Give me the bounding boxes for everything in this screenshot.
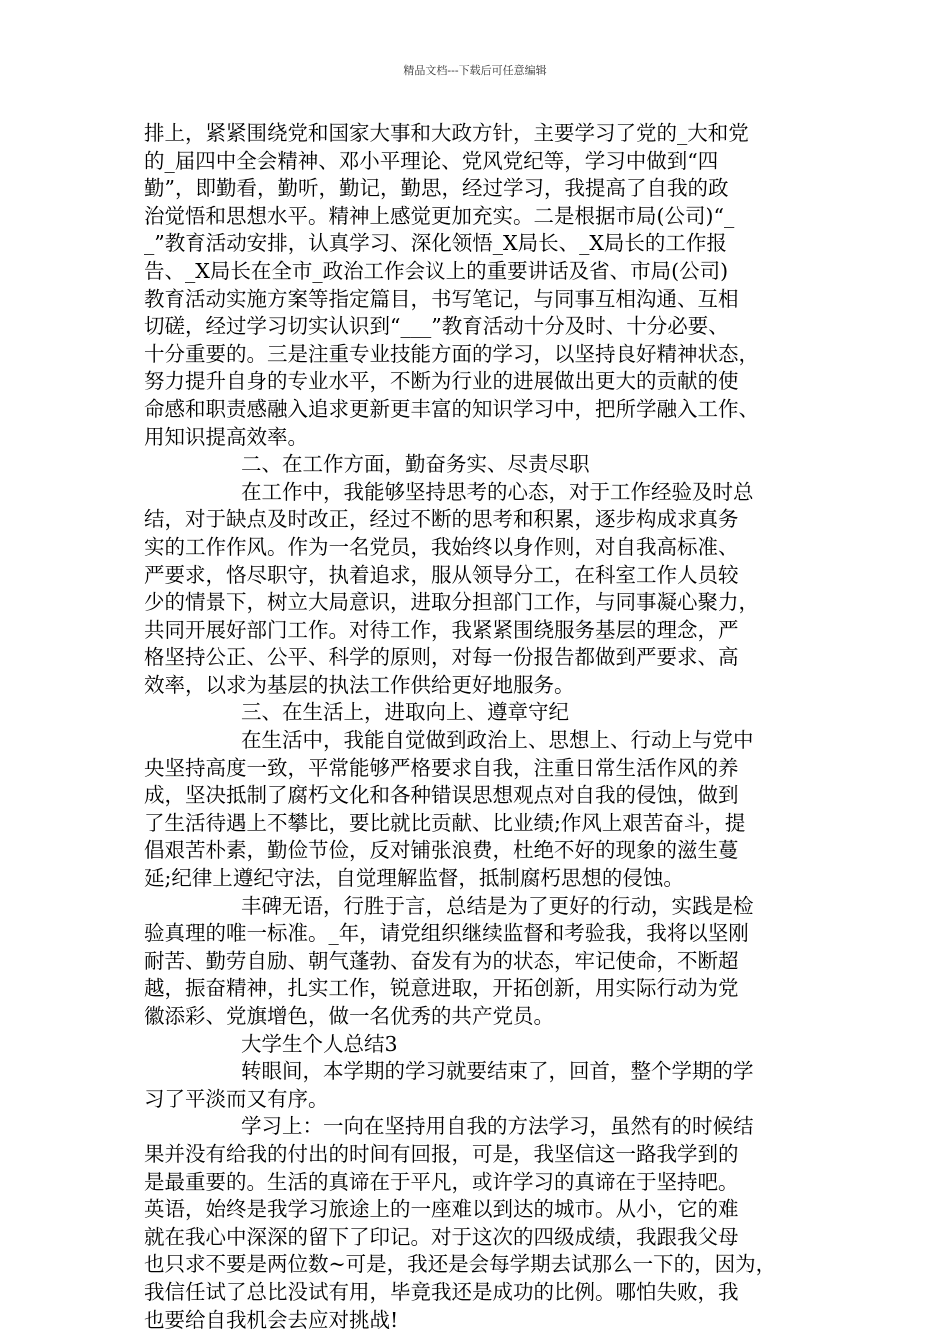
text-line: 英语，始终是我学习旅途上的一座难以到达的城市。从小，它的难 — [144, 1197, 739, 1222]
text-line: 少的情景下，树立大局意识，进取分担部门工作，与同事凝心聚力， — [144, 590, 759, 615]
text-line: 教育活动实施方案等指定篇目，书写笔记，与同事互相沟通、互相 — [144, 286, 739, 311]
text-line: 切磋，经过学习切实认识到“___”教育活动十分及时、十分必要、 — [144, 314, 729, 339]
text-line: 努力提升自身的专业水平，不断为行业的进展做出更大的贡献的使 — [144, 369, 739, 394]
text-line: 了生活待遇上不攀比，要比就比贡献、比业绩;作风上艰苦奋斗，提 — [144, 810, 746, 835]
text-line: 勤”，即勤看，勤听，勤记，勤思，经过学习，我提高了自我的政 — [144, 176, 729, 201]
page-header: 精品文档---下载后可任意编辑 — [403, 64, 547, 77]
text-line: 格坚持公正、公平、科学的原则，对每一份报告都做到严要求、高 — [144, 645, 739, 670]
text-line: 延;纪律上遵纪守法，自觉理解监督，抵制腐朽思想的侵蚀。 — [144, 866, 684, 891]
text-line: 习了平淡而又有序。 — [144, 1086, 329, 1111]
text-line: 的_届四中全会精神、邓小平理论、党风党纪等，学习中做到“四 — [144, 148, 719, 173]
text-line: 共同开展好部门工作。对待工作，我紧紧围绕服务基层的理念，严 — [144, 617, 739, 642]
text-line: 告、_X局长在全市_政治工作会议上的重要讲话及省、市局(公司) — [144, 258, 729, 283]
text-line: 央坚持高度一致，平常能够严格要求自我，注重日常生活作风的养 — [144, 755, 739, 780]
text-line: 果并没有给我的付出的时间有回报，可是，我坚信这一路我学到的 — [144, 1141, 739, 1166]
text-line: 是最重要的。生活的真谛在于平凡，或许学习的真谛在于坚持吧。 — [144, 1169, 739, 1194]
text-line: 二、在工作方面，勤奋务实、尽责尽职 — [241, 452, 590, 477]
text-line: 用知识提高效率。 — [144, 424, 308, 449]
text-line: 在工作中，我能够坚持思考的心态，对于工作经验及时总 — [241, 479, 754, 504]
text-line: 徽添彩、党旗增色，做一名优秀的共产党员。 — [144, 1004, 554, 1028]
text-line: 实的工作作风。作为一名党员，我始终以身作则，对自我高标准、 — [144, 534, 739, 559]
text-line: 学习上：一向在坚持用自我的方法学习，虽然有的时候结 — [241, 1114, 754, 1139]
text-line: 丰碑无语，行胜于言，总结是为了更好的行动，实践是检 — [241, 893, 754, 918]
text-line: 严要求，恪尽职守，执着追求，服从领导分工，在科室工作人员较 — [144, 562, 739, 587]
text-line: 排上，紧紧围绕党和国家大事和大政方针，主要学习了党的_大和党 — [144, 121, 749, 145]
text-line: 效率，以求为基层的执法工作供给更好地服务。 — [144, 672, 575, 697]
text-line: 也要给自我机会去应对挑战! — [144, 1307, 399, 1332]
text-line: 在生活中，我能自觉做到政治上、思想上、行动上与党中 — [241, 728, 754, 753]
text-line: 结，对于缺点及时改正，经过不断的思考和积累，逐步构成求真务 — [144, 507, 739, 532]
text-line: 耐苦、勤劳自励、朝气蓬勃、奋发有为的状态，牢记使命，不断超 — [144, 948, 739, 973]
text-line: 三、在生活上，进取向上、遵章守纪 — [241, 700, 569, 725]
text-line: 倡艰苦朴素，勤俭节俭，反对铺张浪费，杜绝不好的现象的滋生蔓 — [144, 838, 739, 863]
text-line: 命感和职责感融入追求更新更丰富的知识学习中，把所学融入工作、 — [144, 396, 759, 421]
text-line: 十分重要的。三是注重专业技能方面的学习，以坚持良好精神状态， — [144, 341, 759, 366]
text-line: _”教育活动安排，认真学习、深化领悟_X局长、_X局长的工作报 — [144, 231, 727, 256]
text-line: 就在我心中深深的留下了印记。对于这次的四级成绩，我跟我父母 — [144, 1224, 739, 1249]
text-line: 转眼间，本学期的学习就要结束了，回首，整个学期的学 — [241, 1059, 754, 1084]
text-line: 大学生个人总结3 — [241, 1031, 398, 1056]
text-line: 验真理的唯一标准。_年，请党组织继续监督和考验我，我将以坚刚 — [144, 921, 749, 946]
text-line: 越，振奋精神，扎实工作，锐意进取，开拓创新，用实际行动为党 — [144, 976, 739, 1001]
text-line: 治觉悟和思想水平。精神上感觉更加充实。二是根据市局(公司)“_ — [144, 203, 735, 228]
text-line: 我信任试了总比没试有用，毕竟我还是成功的比例。哪怕失败，我 — [144, 1279, 739, 1304]
text-line: 成，坚决抵制了腐朽文化和各种错误思想观点对自我的侵蚀，做到 — [144, 783, 739, 808]
text-line: 也只求不要是两位数~可是，我还是会每学期去试那么一下的，因为， — [144, 1252, 777, 1277]
body-text — [144, 120, 812, 1334]
